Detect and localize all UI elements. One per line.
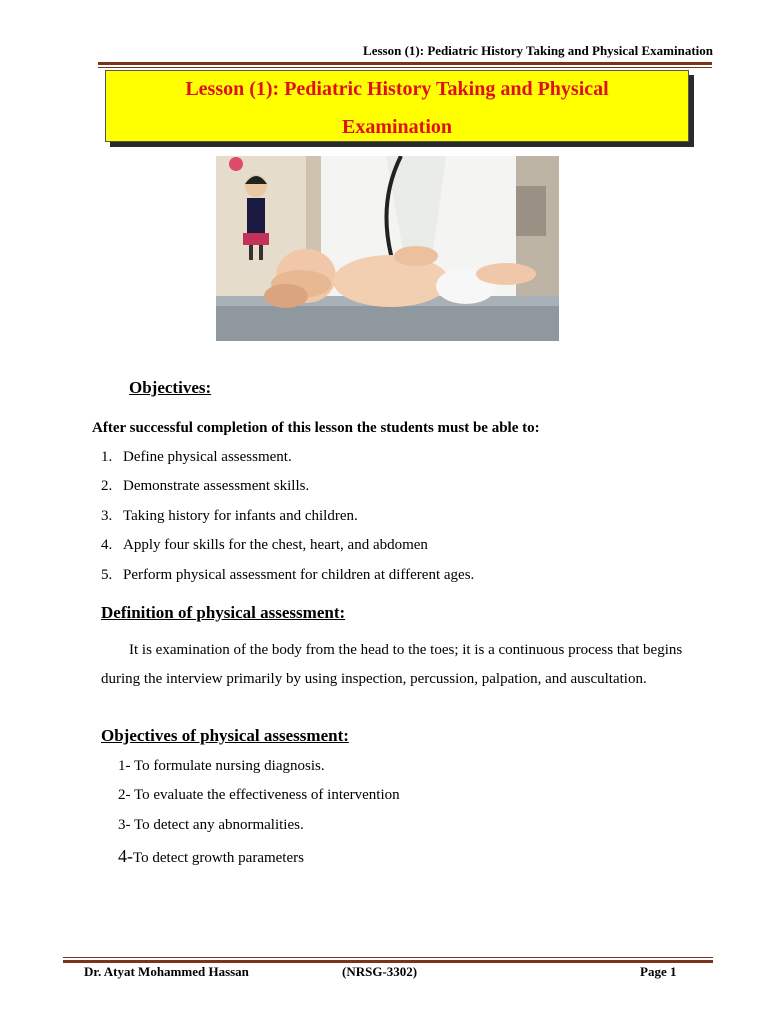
list-number: 2-	[118, 787, 131, 803]
list-text: To formulate nursing diagnosis.	[133, 758, 325, 774]
header-rule	[98, 62, 712, 65]
physical-objectives-heading: Objectives of physical assessment:	[101, 726, 349, 745]
list-text: To detect any abnormalities.	[133, 817, 304, 833]
definition-heading: Definition of physical assessment:	[101, 603, 346, 622]
definition-paragraph	[101, 636, 721, 694]
list-item	[101, 478, 309, 495]
list-text: Perform physical assessment for children at different ages.	[123, 567, 475, 583]
list-number: 2.	[101, 478, 113, 494]
list-text: Apply four skills for the chest, heart, and abdomen	[123, 537, 428, 553]
footer-rule-thin	[63, 957, 713, 958]
list-text: Taking history for infants and children.	[123, 508, 358, 524]
list-item	[118, 846, 304, 867]
header-rule-thin	[98, 67, 712, 68]
objectives-heading: Objectives:	[129, 378, 212, 397]
list-text: Define physical assessment.	[123, 449, 292, 465]
footer-rule	[63, 960, 713, 963]
list-item	[118, 817, 304, 834]
list-text: To evaluate the effectiveness of intervention	[133, 787, 400, 803]
definition-text: It is examination of the body from the head to the toes; it is a continuous process that begins during the interview primarily by using inspection, percussion, palpation, and auscultation.	[101, 642, 683, 687]
objectives-intro: After successful completion of this lesson the students must be able to:	[92, 420, 540, 436]
list-number: 3-	[118, 817, 131, 833]
title-line-2: Examination	[341, 116, 453, 138]
list-item	[101, 567, 474, 584]
list-item	[101, 449, 292, 466]
list-item	[101, 537, 428, 554]
running-header: Lesson (1): Pediatric History Taking and Physical Examination	[363, 43, 713, 58]
list-number: 3.	[101, 508, 113, 524]
list-number: 1.	[101, 449, 113, 465]
list-text: Demonstrate assessment skills.	[123, 478, 310, 494]
footer-course-code: (NRSG-3302)	[342, 964, 418, 979]
doctor-examining-infant-photo	[216, 156, 559, 341]
title-box	[105, 70, 689, 142]
list-item	[118, 758, 325, 775]
list-number: 4.	[101, 537, 113, 553]
footer-page-number: Page 1	[640, 964, 677, 979]
footer-author: Dr. Atyat Mohammed Hassan	[84, 964, 249, 979]
list-number: 4-	[118, 846, 133, 866]
title-line-1: Lesson (1): Pediatric History Taking and Physical	[185, 78, 609, 100]
list-item	[101, 508, 358, 525]
list-item	[118, 787, 400, 804]
list-number: 5.	[101, 567, 113, 583]
list-number: 1-	[118, 758, 131, 774]
list-text: To detect growth parameters	[133, 850, 304, 866]
